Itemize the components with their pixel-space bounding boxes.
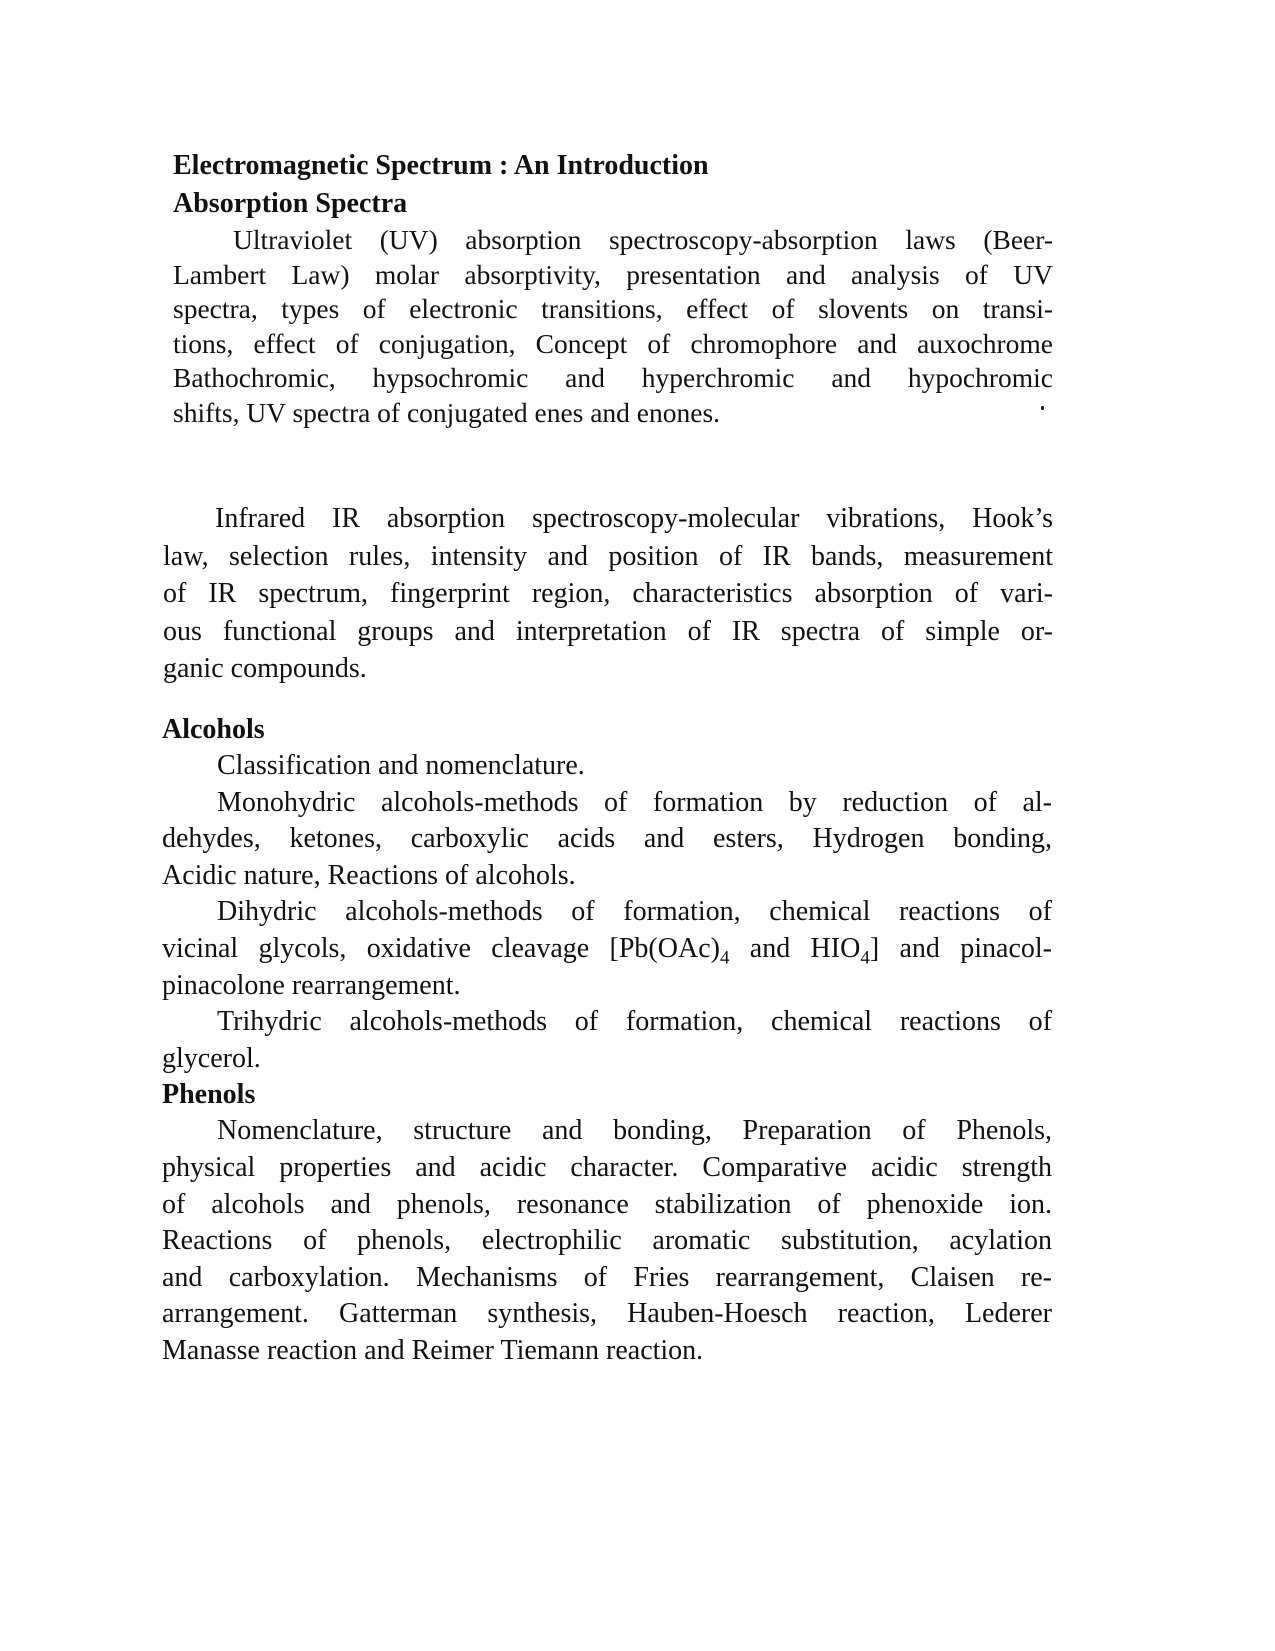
uv-line: spectra, types of electronic transitions, effect of slovents on transi- bbox=[173, 293, 1053, 325]
ir-line: ous functional groups and interpretation of IR spectra of simple or- bbox=[163, 615, 1053, 647]
uv-line: Lambert Law) molar absorptivity, presentation and analysis of UV bbox=[173, 258, 1053, 290]
phenols-line: Manasse reaction and Reimer Tiemann reaction. bbox=[162, 1334, 704, 1366]
uv-paragraph bbox=[173, 223, 1053, 431]
phenols-line: Reactions of phenols, electrophilic aromatic substitution, acylation bbox=[162, 1225, 1052, 1257]
dihydric-line: pinacolone rearrangement. bbox=[162, 969, 461, 1001]
ir-paragraph bbox=[163, 500, 1053, 688]
ir-line: ganic compounds. bbox=[163, 653, 367, 684]
dihydric-line: Dihydric alcohols-methods of formation, chemical reactions of bbox=[217, 896, 1052, 928]
alcohols-phenols-section bbox=[162, 712, 1052, 1370]
ir-line: of IR spectrum, fingerprint region, characteristics absorption of vari- bbox=[163, 578, 1053, 609]
uv-line: shifts, UV spectra of conjugated enes and enones. bbox=[173, 396, 721, 428]
phenols-line: Nomenclature, structure and bonding, Preparation of Phenols, bbox=[217, 1115, 1052, 1147]
phenols-body bbox=[162, 1113, 1052, 1369]
dihydric-line-formula bbox=[162, 931, 1052, 968]
subheading-phenols: Phenols bbox=[162, 1079, 256, 1111]
subheading-absorption-spectra: Absorption Spectra bbox=[173, 188, 408, 219]
uv-line: Bathochromic, hypsochromic and hyperchromic and hypochromic bbox=[173, 362, 1053, 394]
dihydric-text-c: ] and pinacol- bbox=[869, 932, 1052, 964]
ir-line: Infrared IR absorption spectroscopy-molecular vibrations, Hook’s bbox=[215, 503, 1053, 534]
phenols-line: and carboxylation. Mechanisms of Fries rearrangement, Claisen re- bbox=[162, 1261, 1052, 1293]
ir-section bbox=[163, 500, 1053, 688]
subheading-alcohols: Alcohols bbox=[162, 714, 265, 745]
phenols-line: physical properties and acidic character. Comparative acidic strength bbox=[162, 1151, 1052, 1183]
dihydric-text-a: vicinal glycols, oxidative cleavage [Pb(OAc) bbox=[162, 932, 720, 964]
trihydric-line: glycerol. bbox=[162, 1042, 261, 1074]
uv-section bbox=[173, 147, 1053, 431]
subscript: 4 bbox=[860, 947, 870, 969]
monohydric-line: Acidic nature, Reactions of alcohols. bbox=[162, 859, 576, 891]
uv-line: tions, effect of conjugation, Concept of chromophore and auxochrome bbox=[173, 327, 1053, 359]
section-title-em-spectrum: Electromagnetic Spectrum : An Introduction bbox=[173, 150, 709, 181]
subscript: 4 bbox=[719, 947, 730, 969]
phenols-line: arrangement. Gatterman synthesis, Hauben-Hoesch reaction, Lederer bbox=[162, 1298, 1052, 1330]
alcohols-body bbox=[162, 748, 1052, 1077]
trihydric-line: Trihydric alcohols-methods of formation, chemical reactions of bbox=[217, 1006, 1052, 1038]
dihydric-text-b: and HIO bbox=[729, 932, 861, 964]
scan-speck bbox=[1041, 406, 1044, 410]
ir-line: law, selection rules, intensity and position of IR bands, measurement bbox=[163, 540, 1053, 572]
monohydric-line: Monohydric alcohols-methods of formation by reduction of al- bbox=[217, 786, 1052, 818]
alcohols-classification: Classification and nomenclature. bbox=[217, 750, 585, 781]
phenols-line: of alcohols and phenols, resonance stabilization of phenoxide ion. bbox=[162, 1188, 1052, 1220]
uv-line: Ultraviolet (UV) absorption spectroscopy-absorption laws (Beer- bbox=[233, 224, 1053, 255]
monohydric-line: dehydes, ketones, carboxylic acids and esters, Hydrogen bonding, bbox=[162, 823, 1052, 855]
